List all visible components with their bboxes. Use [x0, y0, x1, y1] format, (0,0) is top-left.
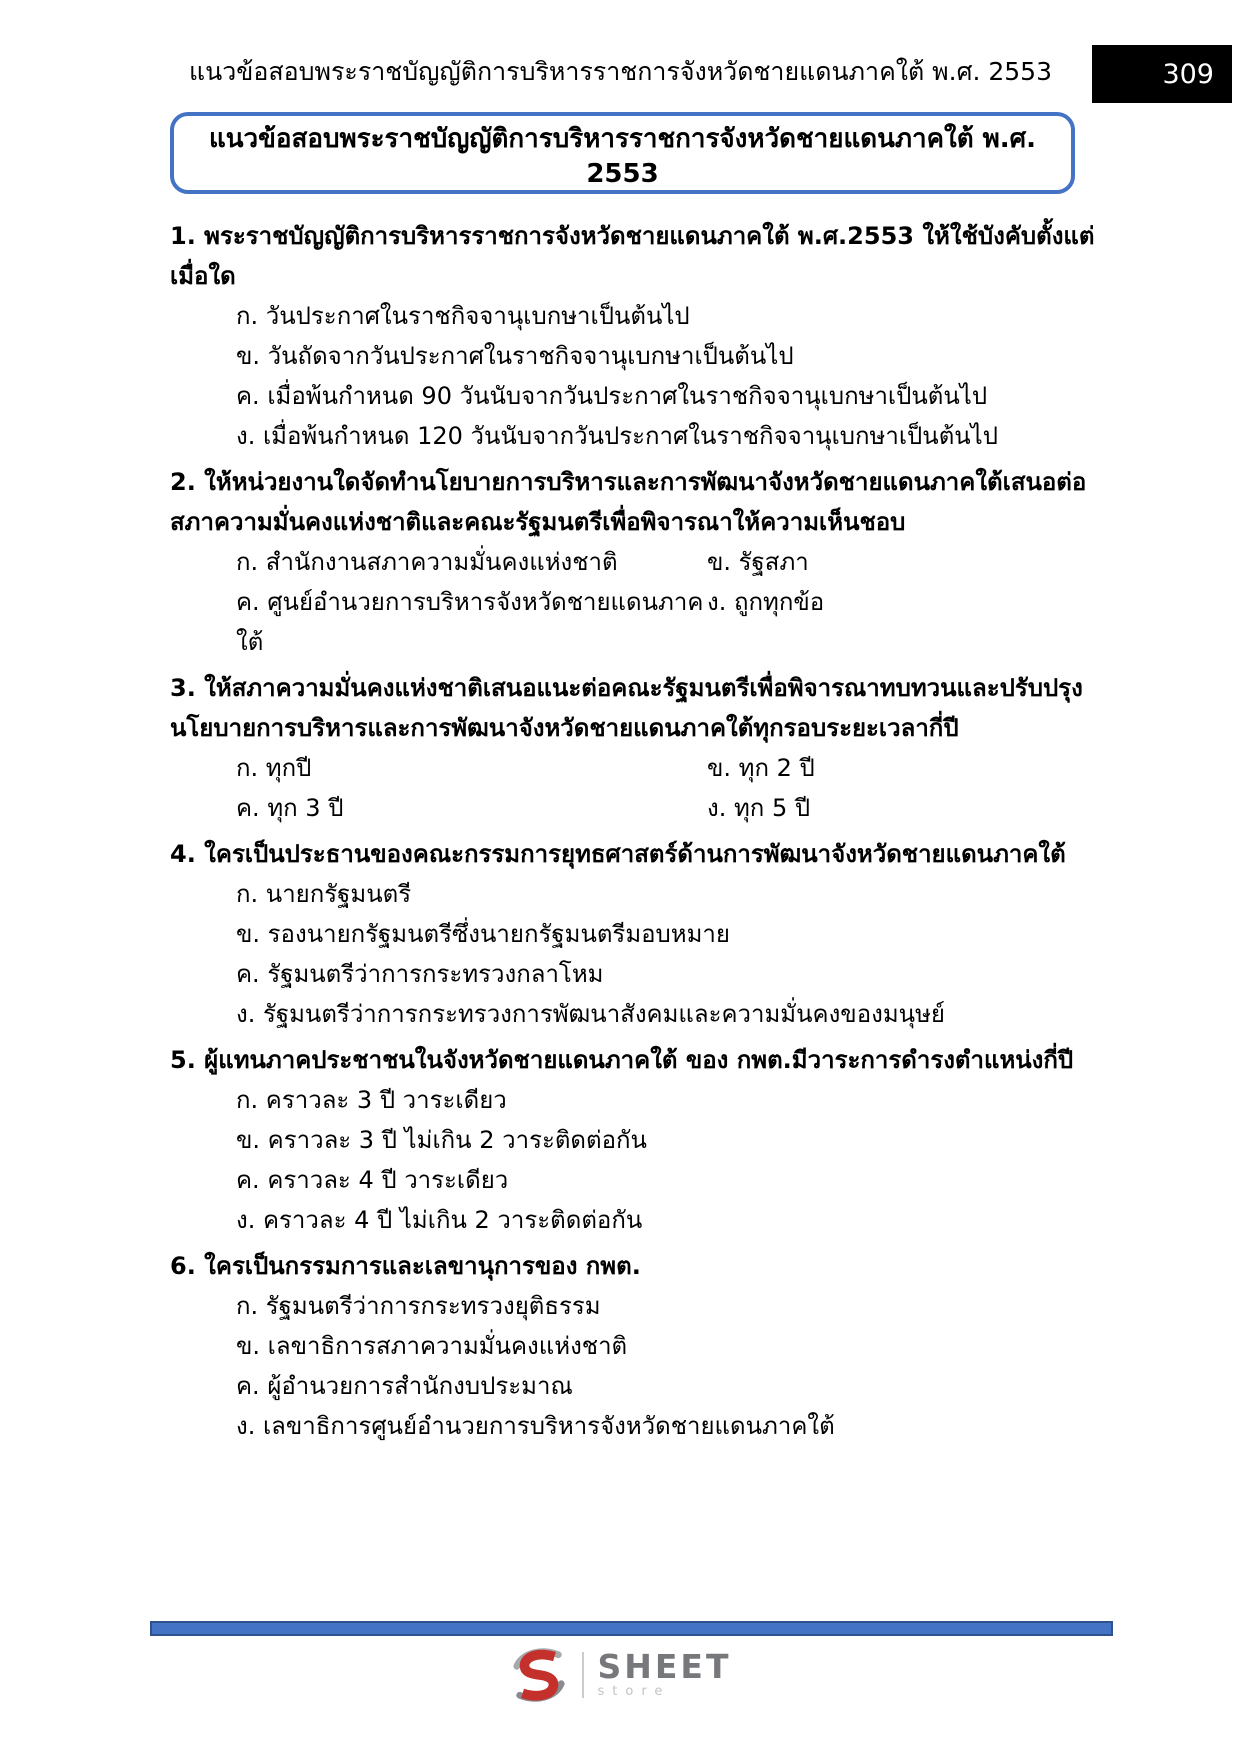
answer-option: ก. นายกรัฐมนตรี	[236, 880, 412, 908]
answer-option: ง. เลขาธิการศูนย์อำนวยการบริหารจังหวัดชายแดนภาคใต้	[236, 1412, 835, 1440]
answer-option: ก. ทุกปี	[236, 754, 312, 782]
answer-option: ค. เมื่อพ้นกำหนด 90 วันนับจากวันประกาศในราชกิจจานุเบกษาเป็นต้นไป	[236, 382, 988, 410]
answer-option: ง. คราวละ 4 ปี ไม่เกิน 2 วาระติดต่อกัน	[236, 1206, 643, 1234]
question-list	[170, 216, 1115, 1446]
logo-divider	[582, 1652, 584, 1698]
answer-option: ค. ศูนย์อำนวยการบริหารจังหวัดชายแดนภาคใต้	[236, 588, 704, 656]
answer-option: ข. เลขาธิการสภาความมั่นคงแห่งชาติ	[236, 1332, 628, 1360]
question-block	[170, 1040, 1115, 1240]
answer-option: ก. สำนักงานสภาความมั่นคงแห่งชาติ	[236, 548, 618, 576]
option-group	[170, 1080, 1115, 1240]
question-text: 4. ใครเป็นประธานของคณะกรรมการยุทธศาสตร์ด้านการพัฒนาจังหวัดชายแดนภาคใต้	[170, 840, 1066, 868]
question-block	[170, 1246, 1115, 1446]
answer-option: ก. วันประกาศในราชกิจจานุเบกษาเป็นต้นไป	[236, 302, 690, 330]
answer-option: ค. ผู้อำนวยการสำนักงบประมาณ	[236, 1372, 573, 1400]
question-block	[170, 834, 1115, 1034]
brand-subname: store	[597, 1684, 671, 1699]
answer-option: ข. ทุก 2 ปี	[707, 754, 815, 782]
answer-option: ข. คราวละ 3 ปี ไม่เกิน 2 วาระติดต่อกัน	[236, 1126, 647, 1154]
option-group	[170, 1286, 1115, 1446]
answer-option: ง. รัฐมนตรีว่าการกระทรวงการพัฒนาสังคมและความมั่นคงของมนุษย์	[236, 1000, 945, 1028]
answer-option: ก. คราวละ 3 ปี วาระเดียว	[236, 1086, 507, 1114]
question-text: 6. ใครเป็นกรรมการและเลขานุการของ กพต.	[170, 1252, 641, 1280]
question-block	[170, 462, 1115, 662]
answer-option: ข. วันถัดจากวันประกาศในราชกิจจานุเบกษาเป็นต้นไป	[236, 342, 794, 370]
answer-option: ง. เมื่อพ้นกำหนด 120 วันนับจากวันประกาศในราชกิจจานุเบกษาเป็นต้นไป	[236, 422, 998, 450]
brand-name: SHEET	[597, 1647, 732, 1686]
exam-title-box: แนวข้อสอบพระราชบัญญัติการบริหารราชการจังหวัดชายแดนภาคใต้ พ.ศ. 2553	[170, 112, 1075, 194]
running-header-title: แนวข้อสอบพระราชบัญญัติการบริหารราชการจังหวัดชายแดนภาคใต้ พ.ศ. 2553	[189, 57, 1052, 86]
question-text: 3. ให้สภาความมั่นคงแห่งชาติเสนอแนะต่อคณะรัฐมนตรีเพื่อพิจารณาทบทวนและปรับปรุงนโยบายการบริหารและการพัฒนาจังหวัดชายแดนภาคใต้ทุกรอบระยะเวลากี่ปี	[170, 674, 1083, 742]
answer-option: ข. รองนายกรัฐมนตรีซึ่งนายกรัฐมนตรีมอบหมาย	[236, 920, 730, 948]
answer-option: ค. ทุก 3 ปี	[236, 794, 344, 822]
option-group	[170, 874, 1115, 1034]
footer-divider-bar	[150, 1621, 1113, 1636]
question-text: 5. ผู้แทนภาคประชาชนในจังหวัดชายแดนภาคใต้ ของ กพต.มีวาระการดำรงตำแหน่งกี่ปี	[170, 1046, 1074, 1074]
option-group	[170, 296, 1115, 456]
answer-option: ก. รัฐมนตรีว่าการกระทรวงยุติธรรม	[236, 1292, 601, 1320]
question-block	[170, 216, 1115, 456]
page-number-badge: 309	[1092, 45, 1232, 103]
option-group	[170, 542, 1115, 662]
answer-option: ค. รัฐมนตรีว่าการกระทรวงกลาโหม	[236, 960, 604, 988]
question-block	[170, 668, 1115, 828]
answer-option: ข. รัฐสภา	[707, 548, 809, 576]
sheet-store-logo-icon	[510, 1646, 568, 1704]
sheet-store-logo	[0, 1646, 1241, 1704]
answer-option: ค. คราวละ 4 ปี วาระเดียว	[236, 1166, 509, 1194]
question-text: 2. ให้หน่วยงานใดจัดทำนโยบายการบริหารและการพัฒนาจังหวัดชายแดนภาคใต้เสนอต่อสภาความมั่นคงแห่งชาติและคณะรัฐมนตรีเพื่อพิจารณาให้ความเห็นชอบ	[170, 468, 1087, 536]
brand-text	[597, 1647, 732, 1700]
answer-option: ง. ถูกทุกข้อ	[707, 588, 825, 616]
option-group	[170, 748, 1115, 828]
question-text: 1. พระราชบัญญัติการบริหารราชการจังหวัดชายแดนภาคใต้ พ.ศ.2553 ให้ใช้บังคับตั้งแต่เมื่อใด	[170, 222, 1095, 290]
answer-option: ง. ทุก 5 ปี	[707, 794, 811, 822]
